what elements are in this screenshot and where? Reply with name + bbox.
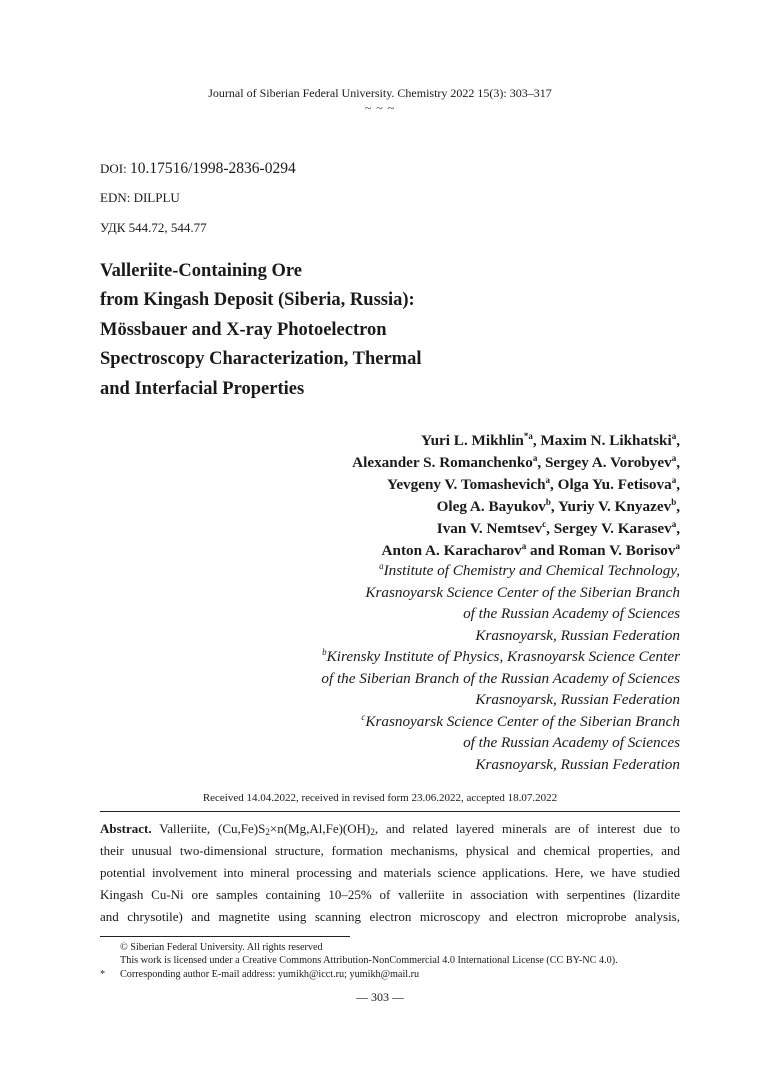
author-name: Anton A. Karacharov (381, 542, 522, 559)
abstract-line: Kingash Cu-Ni ore samples containing 10–25% of valleriite in association with serpentines (lizardite (100, 887, 680, 902)
author-separator: , (676, 520, 680, 537)
author-name: Ivan V. Nemtsev (436, 520, 543, 537)
author-affil-mark: b (545, 497, 551, 507)
abstract-text: Valleriite, (Cu,Fe)S (151, 821, 266, 836)
affiliation-line: Krasnoyarsk, Russian Federation (475, 755, 680, 773)
title-line: Spectroscopy Characterization, Thermal (100, 349, 422, 370)
author-separator: , (676, 476, 680, 493)
affiliations (100, 560, 680, 775)
author-name: , Maxim N. Likhatski (532, 432, 672, 449)
title-line: from Kingash Deposit (Siberia, Russia): (100, 290, 415, 311)
title-line: Valleriite-Containing Ore (100, 261, 302, 281)
udk-line: УДК 544.72, 544.77 (100, 220, 207, 235)
affiliation-text: Krasnoyarsk Science Center of the Siberian Branch (365, 712, 680, 730)
footnote-text: © Siberian Federal University. All rights reserved (120, 942, 323, 953)
received-dates: Received 14.04.2022, received in revised form 23.06.2022, accepted 18.07.2022 (202, 792, 558, 804)
author-line (100, 540, 680, 562)
abstract (100, 818, 680, 928)
author-line (100, 430, 680, 452)
author-line (100, 474, 680, 496)
affiliation-line: of the Russian Academy of Sciences (463, 605, 680, 622)
affiliation-line (100, 646, 680, 668)
author-line (100, 452, 680, 474)
author-name: Yuri L. Mikhlin (421, 432, 524, 449)
affiliation-line: Krasnoyarsk, Russian Federation (475, 691, 680, 708)
abstract-line: their unusual two-dimensional structure, formation mechanisms, physical and chemical properties, and (100, 843, 680, 858)
affiliation-mark: a (379, 561, 384, 571)
footnote-text: Corresponding author E-mail address: yumikh@icct.ru; yumikh@mail.ru (120, 969, 420, 980)
author-affil-mark: c (542, 519, 547, 529)
doi-value: 10.17516/1998-2836-0294 (129, 160, 296, 177)
abstract-line (100, 818, 680, 840)
affiliation-mark: b (322, 647, 327, 657)
formula-subscript: 2 (370, 827, 375, 837)
author-separator: , (676, 454, 680, 471)
author-affil-mark: a (671, 475, 677, 485)
abstract-text: ×n(Mg,Al,Fe)(OH) (269, 821, 371, 836)
author-name: , Yuriy V. Knyazev (550, 498, 672, 515)
article-title (100, 257, 520, 404)
author-name: , Olga Yu. Fetisova (550, 476, 672, 493)
author-affil-mark: a (671, 519, 677, 529)
affiliation-line (100, 560, 680, 582)
abstract-line: and chrysotile) and magnetite using scanning electron microscopy and electron microprobe analysis, (100, 909, 680, 924)
doi-line (100, 160, 296, 178)
abstract-label: Abstract. (100, 821, 152, 836)
abstract-divider (100, 811, 680, 812)
affiliation-text: Kirensky Institute of Physics, Krasnoyarsk Science Center (326, 648, 680, 665)
affiliation-line: Krasnoyarsk Science Center of the Siberian Branch (365, 583, 680, 601)
page-number: — 303 — (356, 990, 404, 1004)
affiliation-line: of the Russian Academy of Sciences (463, 734, 680, 751)
footnote-text: This work is licensed under a Creative Commons Attribution-NonCommercial 4.0 International License (CC BY-NC 4.0). (120, 955, 618, 966)
affiliation-line: Krasnoyarsk, Russian Federation (475, 626, 680, 644)
author-affil-mark: a (671, 453, 677, 463)
author-affil-mark: *a (523, 431, 533, 441)
author-affil-mark: a (521, 541, 527, 551)
edn-line: EDN: DILPLU (100, 190, 180, 205)
author-affil-mark: a (675, 541, 680, 551)
doi-label: DOI: (100, 161, 130, 176)
title-line: Mössbauer and X-ray Photoelectron (100, 319, 387, 340)
author-name: , Sergey A. Vorobyev (537, 454, 672, 471)
abstract-text: , and related layered minerals are of interest due to (374, 821, 680, 836)
author-name: Oleg A. Bayukov (436, 498, 546, 515)
affiliation-text: Institute of Chemistry and Chemical Technology, (383, 562, 680, 579)
author-name: Alexander S. Romanchenko (352, 454, 533, 471)
author-line (100, 496, 680, 518)
header-ornament: ~ ~ ~ (364, 101, 396, 115)
formula-subscript: 2 (265, 827, 270, 837)
author-affil-mark: b (671, 497, 677, 507)
author-affil-mark: a (671, 431, 677, 441)
author-line (100, 518, 680, 540)
affiliation-mark: c (361, 711, 366, 722)
affiliation-line: of the Siberian Branch of the Russian Academy of Sciences (321, 669, 680, 687)
affiliation-line (100, 711, 680, 733)
author-affil-mark: a (545, 475, 551, 485)
author-name: , Sergey V. Karasev (546, 520, 672, 537)
author-name: and Roman V. Borisov (526, 542, 676, 559)
footnote-divider (100, 936, 350, 937)
author-affil-mark: a (532, 453, 538, 463)
author-name: Yevgeny V. Tomashevich (387, 476, 546, 493)
footnote-mark: * (100, 969, 106, 980)
abstract-line: potential involvement into mineral processing and materials science applications. Here, we have studied (100, 865, 680, 880)
author-list (100, 430, 680, 562)
title-line: and Interfacial Properties (100, 378, 305, 399)
author-separator: , (676, 432, 680, 449)
journal-header: Journal of Siberian Federal University. Chemistry 2022 15(3): 303–317 (208, 86, 552, 100)
author-separator: , (676, 498, 680, 515)
